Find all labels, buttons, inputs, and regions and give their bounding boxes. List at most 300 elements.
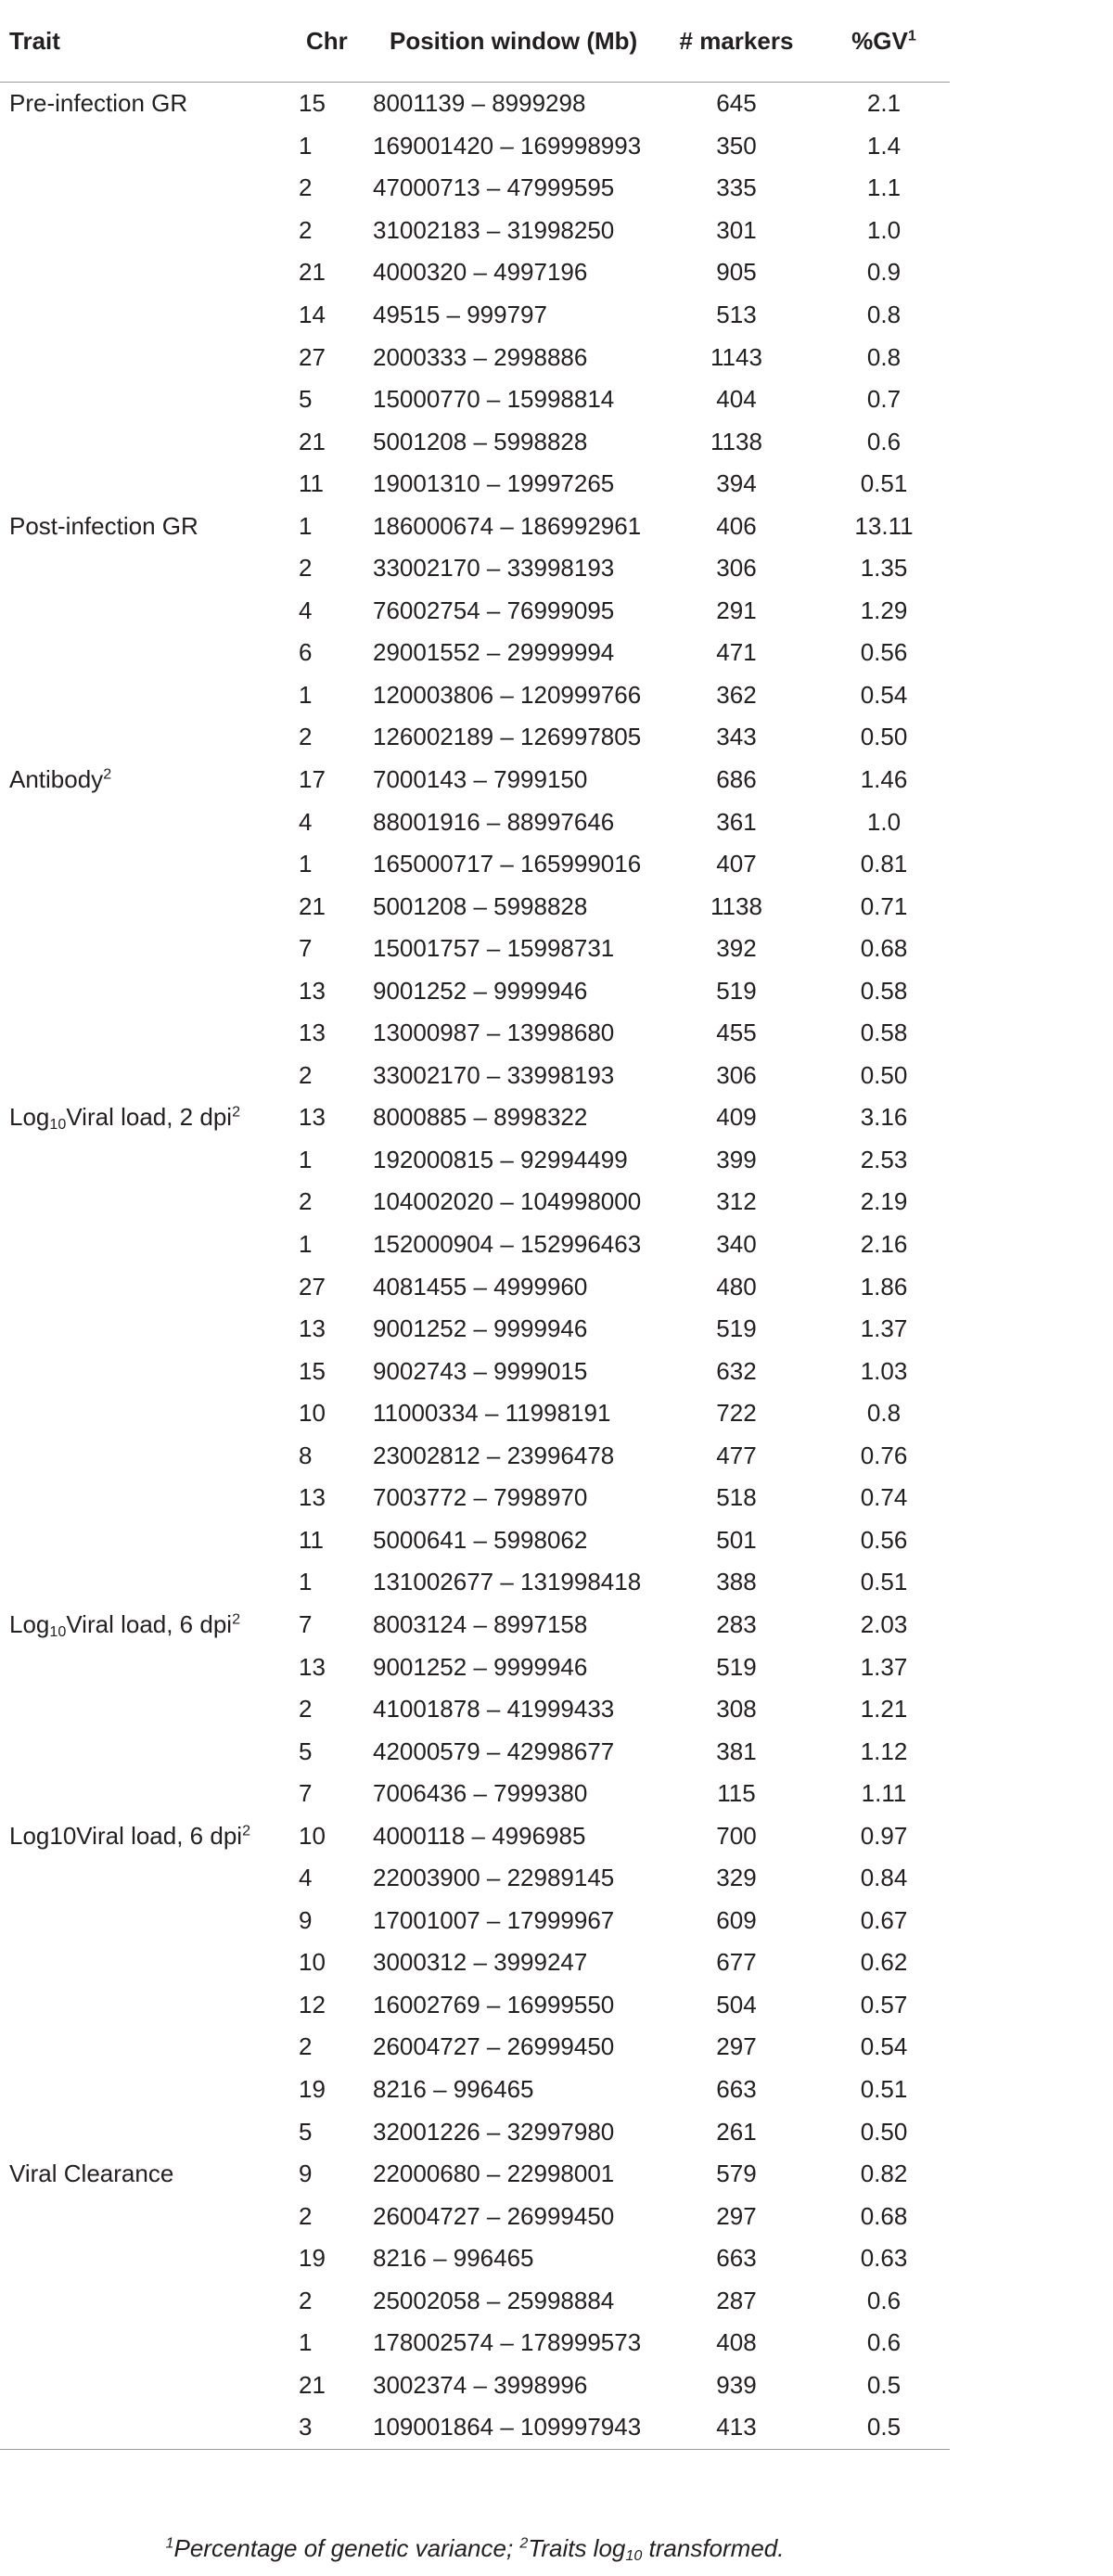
- trait-cell: [0, 1688, 288, 1731]
- trait-name: Log: [9, 1609, 50, 1638]
- genetic-variance-cell: 0.51: [860, 1568, 908, 1596]
- chr-cell: 1: [299, 511, 313, 540]
- trait-cell: [0, 2195, 288, 2237]
- table-row: [0, 251, 950, 294]
- genetic-variance-cell: 1.46: [860, 765, 908, 794]
- markers-cell: 477: [716, 1441, 757, 1469]
- trait-cell: [0, 2110, 288, 2153]
- markers-cell: 677: [716, 1948, 757, 1977]
- table-row: [0, 2237, 950, 2280]
- trait-name-suffix: Viral load, 2 dpi: [66, 1103, 233, 1132]
- genetic-variance-cell: 3.16: [860, 1103, 908, 1132]
- chr-cell: 7: [299, 934, 313, 963]
- table-row: [0, 1477, 950, 1519]
- markers-cell: 394: [716, 469, 757, 498]
- chr-cell: 10: [299, 1948, 326, 1977]
- position-window-cell: 186000674 – 186992961: [373, 511, 642, 540]
- genetic-variance-cell: 0.58: [860, 1019, 908, 1047]
- table-row: [0, 632, 950, 674]
- markers-cell: 686: [716, 765, 757, 794]
- markers-cell: 350: [716, 131, 757, 160]
- trait-cell: [0, 1604, 288, 1647]
- trait-footnote-mark: 2: [242, 1822, 251, 1839]
- table-row: [0, 1688, 950, 1731]
- table-row: [0, 969, 950, 1012]
- trait-cell: [0, 294, 288, 337]
- markers-cell: 261: [716, 2117, 757, 2146]
- genetic-variance-cell: 0.6: [866, 2286, 902, 2314]
- trait-subscript: 10: [49, 1622, 67, 1640]
- markers-cell: 297: [716, 2201, 757, 2230]
- trait-cell: [0, 2406, 288, 2449]
- chr-cell: 4: [299, 1864, 313, 1892]
- table-row: [0, 2279, 950, 2322]
- table-row: [0, 590, 950, 633]
- chr-cell: 6: [299, 638, 313, 667]
- trait-cell: [0, 1730, 288, 1773]
- trait-cell: [0, 632, 288, 674]
- position-window-cell: 15000770 – 15998814: [373, 385, 615, 414]
- table-row: [0, 294, 950, 337]
- table-row: [0, 885, 950, 928]
- table-row: [0, 1900, 950, 1942]
- table-row: [0, 1942, 950, 1984]
- genetic-variance-cell: 0.68: [860, 934, 908, 963]
- trait-cell: [0, 167, 288, 210]
- position-window-cell: 9002743 – 9999015: [373, 1356, 588, 1385]
- table-row: [0, 83, 950, 125]
- markers-cell: 501: [716, 1525, 757, 1554]
- genetic-variance-cell: 0.6: [866, 427, 902, 455]
- markers-cell: 287: [716, 2286, 757, 2314]
- markers-cell: 388: [716, 1568, 757, 1596]
- chr-cell: 3: [288, 2406, 362, 2449]
- markers-cell: 392: [716, 934, 757, 963]
- markers-cell: 283: [716, 1609, 757, 1638]
- table-row: [0, 336, 950, 378]
- genetic-variance-cell: 0.5: [866, 2370, 902, 2399]
- genetic-variance-cell: 1.1: [866, 173, 902, 202]
- trait-cell: [0, 336, 288, 378]
- markers-cell: 407: [716, 850, 757, 878]
- table-row: [0, 928, 950, 970]
- markers-cell: 504: [716, 1990, 757, 2019]
- trait-cell: [0, 1900, 288, 1942]
- genetic-variance-cell: 0.57: [860, 1990, 908, 2019]
- trait-cell: [0, 1773, 288, 1815]
- genetic-variance-cell: 0.62: [860, 1948, 908, 1977]
- chr-cell: 7: [299, 1779, 313, 1808]
- markers-cell: 1138: [710, 891, 762, 920]
- trait-cell: [0, 759, 288, 801]
- table-row: [0, 1181, 950, 1224]
- genetic-variance-cell: 0.63: [860, 2244, 908, 2273]
- genetic-variance-cell: 0.58: [860, 976, 908, 1005]
- position-window-cell: 26004727 – 26999450: [373, 2032, 615, 2061]
- genetic-variance-cell: 1.29: [860, 596, 908, 624]
- trait-cell: [0, 2026, 288, 2069]
- trait-cell: [0, 210, 288, 252]
- header-gv-label: %GV: [851, 26, 908, 55]
- position-window-cell: 33002170 – 33998193: [373, 554, 615, 583]
- markers-cell: 291: [716, 596, 757, 624]
- table-row: [0, 378, 950, 421]
- trait-cell: [0, 1814, 288, 1857]
- markers-cell: 1138: [710, 427, 762, 455]
- table-row: [0, 1435, 950, 1478]
- position-window-cell: 25002058 – 25998884: [373, 2286, 615, 2314]
- genetic-variance-cell: 1.37: [860, 1652, 908, 1681]
- chr-cell: 15: [299, 1356, 326, 1385]
- position-window-cell: 169001420 – 169998993: [373, 131, 642, 160]
- table-row: [0, 2026, 950, 2069]
- genetic-variance-cell: 2.19: [860, 1187, 908, 1216]
- genetic-variance-cell: 0.56: [860, 638, 908, 667]
- position-window-cell: 152000904 – 152996463: [373, 1230, 642, 1259]
- chr-cell: 19: [299, 2074, 326, 2103]
- table-row: [0, 1139, 950, 1182]
- position-window-cell: 8000885 – 8998322: [373, 1103, 588, 1132]
- genetic-variance-cell: 2.03: [860, 1609, 908, 1638]
- markers-cell: 905: [716, 258, 757, 287]
- position-window-cell: 192000815 – 92994499: [373, 1145, 628, 1173]
- table-row: [0, 2195, 950, 2237]
- trait-cell: [0, 1435, 288, 1478]
- genetic-variance-cell: 1.03: [860, 1356, 908, 1385]
- markers-cell: 306: [716, 554, 757, 583]
- table-row: [0, 759, 950, 801]
- trait-cell: [0, 125, 288, 168]
- genetic-variance-cell: 2.1: [866, 89, 902, 118]
- table-footnote: [0, 2534, 950, 2563]
- markers-cell: 340: [716, 1230, 757, 1259]
- position-window-cell: 4081455 – 4999960: [373, 1272, 588, 1301]
- footnote-subscript: 10: [625, 2547, 643, 2565]
- table-row: [0, 2153, 950, 2196]
- chr-cell: 13: [299, 1483, 326, 1512]
- position-window-cell: 16002769 – 16999550: [373, 1990, 615, 2019]
- trait-cell: [0, 1561, 288, 1604]
- position-window-cell: 88001916 – 88997646: [373, 807, 615, 836]
- markers-cell: 301: [716, 215, 757, 244]
- position-window-cell: 26004727 – 26999450: [373, 2201, 615, 2230]
- genetic-variance-cell: 1.0: [866, 215, 902, 244]
- markers-cell: 579: [716, 2159, 757, 2188]
- genetic-variance-cell: 0.84: [860, 1864, 908, 1892]
- chr-cell: 2: [299, 554, 313, 583]
- markers-cell: 343: [716, 723, 757, 751]
- table-row: [0, 1350, 950, 1392]
- chr-cell: 11: [299, 1525, 324, 1554]
- trait-cell: [0, 505, 288, 547]
- genetic-variance-cell: 0.71: [860, 891, 908, 920]
- position-window-cell: 7006436 – 7999380: [373, 1779, 588, 1808]
- trait-cell: [0, 1477, 288, 1519]
- trait-cell: [0, 2365, 288, 2407]
- chr-cell: 5: [299, 1737, 313, 1765]
- chr-cell: 21: [299, 427, 326, 455]
- trait-cell: [0, 547, 288, 590]
- position-window-cell: 3000312 – 3999247: [373, 1948, 588, 1977]
- chr-cell: 2: [299, 1187, 313, 1216]
- chr-cell: 2: [299, 723, 313, 751]
- genetic-variance-cell: 0.50: [860, 723, 908, 751]
- trait-cell: [0, 420, 288, 463]
- chr-cell: 1: [299, 680, 313, 709]
- chr-cell: 13: [299, 976, 326, 1005]
- position-window-cell: 76002754 – 76999095: [373, 596, 615, 624]
- header-position-window: Position window (Mb): [362, 0, 655, 83]
- position-window-cell: 47000713 – 47999595: [373, 173, 615, 202]
- chr-cell: 10: [299, 1399, 326, 1428]
- genetic-variance-cell: 0.50: [860, 1060, 908, 1089]
- chr-cell: 1: [299, 131, 313, 160]
- footnote-mark-1: 1: [165, 2534, 174, 2552]
- genetic-variance-cell: 13.11: [854, 511, 914, 540]
- trait-cell: [0, 801, 288, 843]
- markers-cell: 404: [716, 385, 757, 414]
- trait-name: Pre-infection GR: [9, 89, 188, 118]
- chr-cell: 1: [299, 1145, 313, 1173]
- trait-name: Antibody: [9, 765, 104, 794]
- header-chr: Chr: [288, 0, 362, 83]
- genetic-variance-cell: 1.11: [861, 1779, 907, 1808]
- markers-cell: 480: [716, 1272, 757, 1301]
- genetic-variance-cell: 0.56: [860, 1525, 908, 1554]
- genetic-variance-cell: 1.0: [866, 807, 902, 836]
- table-row: [0, 1265, 950, 1308]
- chr-cell: 19: [299, 2244, 326, 2273]
- footnote-mark-2: 2: [519, 2534, 529, 2552]
- table-row: [0, 167, 950, 210]
- chr-cell: 2: [299, 215, 313, 244]
- position-window-cell: 131002677 – 131998418: [373, 1568, 642, 1596]
- position-window-cell: 19001310 – 19997265: [373, 469, 615, 498]
- table-row: [0, 2322, 950, 2365]
- table-row: [0, 1055, 950, 1097]
- table-row: [0, 1012, 950, 1055]
- position-window-cell: 15001757 – 15998731: [373, 934, 615, 963]
- table-row: [0, 801, 950, 843]
- genetic-variance-cell: 0.8: [866, 342, 902, 371]
- header-genetic-variance: [818, 0, 950, 83]
- position-window-cell: 11000334 – 11998191: [373, 1399, 611, 1428]
- markers-cell: 115: [717, 1779, 756, 1808]
- chr-cell: 5: [299, 2117, 313, 2146]
- chr-cell: 2: [299, 2032, 313, 2061]
- markers-cell: 308: [716, 1695, 757, 1724]
- position-window-cell: 165000717 – 165999016: [373, 850, 642, 878]
- genetic-variance-cell: 0.8: [866, 301, 902, 328]
- table-row: [0, 420, 950, 463]
- position-window-cell: 8001139 – 8999298: [373, 89, 586, 118]
- chr-cell: 2: [299, 1695, 313, 1724]
- markers-cell: 312: [716, 1187, 757, 1216]
- genetic-variance-cell: 0.68: [860, 2201, 908, 2230]
- trait-name-suffix: Viral load, 6 dpi: [66, 1609, 233, 1638]
- chr-cell: 4: [299, 596, 313, 624]
- position-window-cell: 33002170 – 33998193: [373, 1060, 615, 1089]
- trait-cell: [0, 251, 288, 294]
- trait-cell: [0, 928, 288, 970]
- table-row: [0, 1308, 950, 1351]
- chr-cell: 27: [299, 342, 326, 371]
- table-row: [0, 210, 950, 252]
- table-row: [0, 1646, 950, 1688]
- position-window-cell: 8216 – 996465: [373, 2244, 534, 2273]
- position-window-cell: 31002183 – 31998250: [373, 215, 615, 244]
- markers-cell: 413: [655, 2406, 818, 2449]
- position-window-cell: 32001226 – 32997980: [373, 2117, 615, 2146]
- genetic-variance-cell: 0.5: [818, 2406, 950, 2449]
- genetic-variance-cell: 1.86: [860, 1272, 908, 1301]
- markers-cell: 645: [716, 89, 757, 118]
- table-row: [0, 716, 950, 759]
- genetic-variance-cell: 2.16: [860, 1230, 908, 1259]
- trait-footnote-mark: 2: [232, 1103, 241, 1121]
- header-row: [0, 0, 950, 83]
- trait-cell: [0, 2237, 288, 2280]
- chr-cell: 1: [299, 2328, 313, 2357]
- table-row: [0, 1730, 950, 1773]
- markers-cell: 362: [716, 680, 757, 709]
- markers-cell: 381: [716, 1737, 757, 1765]
- trait-cell: [0, 590, 288, 633]
- trait-cell: [0, 1942, 288, 1984]
- position-window-cell: 5000641 – 5998062: [373, 1525, 588, 1554]
- trait-cell: [0, 969, 288, 1012]
- genetic-variance-cell: 0.81: [860, 850, 908, 878]
- position-window-cell: 9001252 – 9999946: [373, 1652, 588, 1681]
- trait-cell: [0, 1139, 288, 1182]
- trait-cell: [0, 885, 288, 928]
- position-window-cell: 8003124 – 8997158: [373, 1609, 588, 1638]
- chr-cell: 2: [299, 2286, 313, 2314]
- chr-cell: 10: [299, 1821, 326, 1850]
- position-window-cell: 5001208 – 5998828: [373, 427, 588, 455]
- position-window-cell: 23002812 – 23996478: [373, 1441, 615, 1469]
- chr-cell: 1: [299, 1568, 313, 1596]
- genetic-variance-cell: 0.50: [860, 2117, 908, 2146]
- markers-cell: 939: [716, 2370, 757, 2399]
- genetic-variance-cell: 1.35: [860, 554, 908, 583]
- genetic-variance-cell: 0.82: [860, 2159, 908, 2188]
- markers-cell: 409: [716, 1103, 757, 1132]
- table-row: [0, 2110, 950, 2153]
- trait-cell: [0, 2322, 288, 2365]
- trait-cell: [0, 1392, 288, 1435]
- table-row: [0, 2365, 950, 2407]
- header-gv-footnote-mark: 1: [907, 26, 916, 44]
- chr-cell: 21: [299, 258, 326, 287]
- table-row: [0, 1096, 950, 1139]
- position-window-cell: 41001878 – 41999433: [373, 1695, 615, 1724]
- position-window-cell: 5001208 – 5998828: [373, 891, 588, 920]
- header-trait: Trait: [0, 0, 288, 83]
- genetic-variance-cell: 0.54: [860, 2032, 908, 2061]
- trait-footnote-mark: 2: [103, 765, 112, 783]
- table-row: [0, 674, 950, 717]
- position-window-cell: 49515 – 999797: [373, 301, 547, 328]
- footnote-text-1: Percentage of genetic variance;: [173, 2534, 520, 2562]
- position-window-cell: 120003806 – 120999766: [373, 680, 642, 709]
- position-window-cell: 126002189 – 126997805: [373, 723, 642, 751]
- markers-cell: 406: [716, 511, 757, 540]
- trait-name: Viral Clearance: [9, 2159, 174, 2188]
- table-row: [0, 547, 950, 590]
- genetic-variance-cell: 1.12: [860, 1737, 908, 1765]
- chr-cell: 13: [299, 1314, 326, 1343]
- position-window-cell: 42000579 – 42998677: [373, 1737, 615, 1765]
- table-row: [0, 2069, 950, 2111]
- trait-cell: [0, 83, 288, 125]
- genetic-variance-cell: 0.76: [860, 1441, 908, 1469]
- chr-cell: 11: [299, 469, 324, 498]
- table-row: [0, 1604, 950, 1647]
- position-window-cell: 9001252 – 9999946: [373, 976, 588, 1005]
- position-window-cell: 22000680 – 22998001: [373, 2159, 615, 2188]
- position-window-cell: 2000333 – 2998886: [373, 342, 588, 371]
- chr-cell: 21: [299, 891, 326, 920]
- position-window-cell: 178002574 – 178999573: [373, 2328, 642, 2357]
- table-row: [0, 1392, 950, 1435]
- table-row: [0, 1224, 950, 1266]
- chr-cell: 1: [299, 850, 313, 878]
- position-window-cell: 104002020 – 104998000: [373, 1187, 642, 1216]
- chr-cell: 13: [299, 1103, 326, 1132]
- chr-cell: 4: [299, 807, 313, 836]
- trait-cell: [0, 843, 288, 886]
- markers-cell: 632: [716, 1356, 757, 1385]
- chr-cell: 14: [299, 301, 326, 328]
- trait-name: Log: [9, 1103, 50, 1132]
- genetic-variance-cell: 1.4: [866, 131, 902, 160]
- trait-cell: [0, 1055, 288, 1097]
- markers-cell: 297: [716, 2032, 757, 2061]
- genetic-variance-cell: 0.54: [860, 680, 908, 709]
- markers-cell: 329: [716, 1864, 757, 1892]
- chr-cell: 7: [299, 1609, 313, 1638]
- trait-cell: [0, 1857, 288, 1900]
- chr-cell: 27: [299, 1272, 326, 1301]
- position-window-cell: 109001864 – 109997943: [362, 2406, 655, 2449]
- markers-cell: 399: [716, 1145, 757, 1173]
- markers-cell: 335: [716, 173, 757, 202]
- table-row: [0, 2406, 950, 2449]
- chr-cell: 1: [299, 1230, 313, 1259]
- chr-cell: 2: [299, 173, 313, 202]
- chr-cell: 12: [299, 1990, 326, 2019]
- table-body: [0, 83, 950, 2450]
- position-window-cell: 17001007 – 17999967: [373, 1905, 615, 1934]
- chr-cell: 5: [299, 385, 313, 414]
- table-row: [0, 505, 950, 547]
- table-header: [0, 0, 950, 83]
- markers-cell: 519: [716, 976, 757, 1005]
- chr-cell: 2: [299, 1060, 313, 1089]
- trait-cell: [0, 1350, 288, 1392]
- markers-cell: 471: [716, 638, 757, 667]
- trait-name: Log10Viral load, 6 dpi: [9, 1821, 243, 1850]
- genetic-variance-cell: 1.37: [860, 1314, 908, 1343]
- table-row: [0, 463, 950, 506]
- genetic-variance-cell: 0.67: [860, 1905, 908, 1934]
- chr-cell: 9: [299, 2159, 313, 2188]
- position-window-cell: 9001252 – 9999946: [373, 1314, 588, 1343]
- trait-cell: [0, 1646, 288, 1688]
- table-row: [0, 843, 950, 886]
- chr-cell: 21: [299, 2370, 326, 2399]
